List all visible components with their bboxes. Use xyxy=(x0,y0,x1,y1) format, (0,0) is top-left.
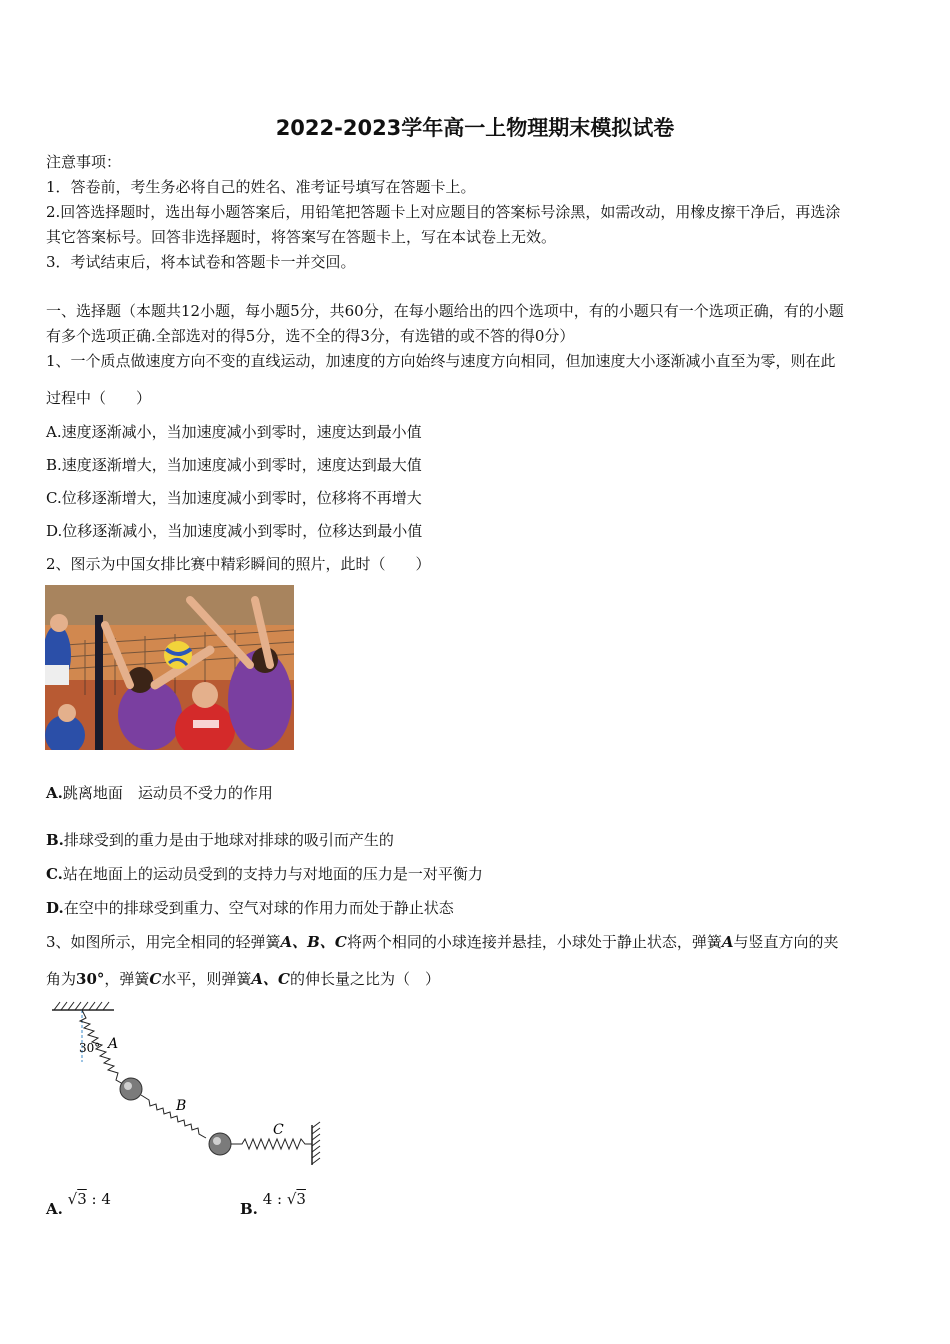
q3-option-a-rest: : 4 xyxy=(91,1190,111,1208)
q2-option-a xyxy=(46,783,908,803)
q3-option-a-radicand: 3 xyxy=(77,1190,87,1208)
page-title: 2022-2023学年高一上物理期末模拟试卷 xyxy=(275,116,675,140)
section-header-line1: 一、选择题（本题共12小题，每小题5分，共60分，在每小题给出的四个选项中，有的小题只有一个选项正确，有的小题 xyxy=(46,302,844,320)
q2-option-c-label: C. xyxy=(46,865,63,883)
q2-option-b-label: B. xyxy=(46,831,64,849)
ball-1 xyxy=(120,1078,142,1100)
q3-stem-line1 xyxy=(46,932,908,952)
q3-spring-c: C xyxy=(149,970,162,988)
q2-option-c xyxy=(46,864,908,884)
spring-c xyxy=(231,1139,312,1149)
q2-option-a-label: A. xyxy=(46,784,63,802)
q3-option-b-math xyxy=(263,1190,306,1208)
section-header-line2: 有多个选项正确.全部选对的得5分，选不全的得3分，有选错的或不答的得0分） xyxy=(46,327,575,345)
q3-option-a xyxy=(46,1190,111,1218)
q3-option-b xyxy=(240,1190,306,1218)
angle-label: 30° xyxy=(79,1041,101,1055)
q2-option-c-text: 站在地面上的运动员受到的支持力与对地面的压力是一对平衡力 xyxy=(62,865,483,883)
spring-b-label: B xyxy=(176,1098,187,1114)
q2-stem: 2、图示为中国女排比赛中精彩瞬间的照片，此时（ ） xyxy=(46,555,431,573)
q3-option-b-radicand: 3 xyxy=(296,1190,306,1208)
q2-option-d xyxy=(46,898,908,918)
q3-spring-names: A、B、C xyxy=(280,933,347,951)
q2-option-d-text: 在空中的排球受到重力、空气对球的作用力而处于静止状态 xyxy=(63,899,454,917)
notice-heading: 注意事项： xyxy=(46,153,122,171)
q3-stem1-part-d: 与竖直方向的夹 xyxy=(733,933,839,951)
q3-option-a-math xyxy=(68,1190,111,1208)
q3-angle: 30° xyxy=(76,970,105,988)
q3-stem2-part-b: ，弹簧 xyxy=(104,970,150,988)
q3-stem-line2 xyxy=(46,969,908,989)
q3-option-b-lead: 4 : xyxy=(262,1190,283,1208)
q3-springs-ac: A、C xyxy=(251,970,290,988)
spring-b xyxy=(141,1095,206,1138)
q1-option-b: B.速度逐渐增大，当加速度减小到零时，速度达到最大值 xyxy=(46,456,422,474)
q3-option-a-label: A. xyxy=(46,1200,63,1218)
q3-stem1-part-b: 将两个相同的小球连接并悬挂，小球处于静止状态，弹簧 xyxy=(346,933,722,951)
q2-option-d-label: D. xyxy=(46,899,64,917)
ball-2 xyxy=(209,1133,231,1155)
q3-stem1-part-a: 3、如图所示，用完全相同的轻弹簧 xyxy=(46,933,281,951)
spring-diagram xyxy=(44,1000,334,1175)
sqrt-icon: √ xyxy=(286,1190,297,1208)
q1-stem-line2: 过程中（ ） xyxy=(46,389,152,407)
notice-item-2: 2.回答选择题时，选出每小题答案后，用铅笔把答题卡上对应题目的答案标号涂黑，如需改动，用橡皮擦干净后，再选涂 xyxy=(46,203,841,221)
q1-option-a: A.速度逐渐减小，当加速度减小到零时，速度达到最小值 xyxy=(46,423,422,441)
notice-item-2-cont: 其它答案标号。回答非选择题时，将答案写在答题卡上，写在本试卷上无效。 xyxy=(46,228,557,246)
q3-stem2-part-d: 水平，则弹簧 xyxy=(161,970,252,988)
q3-option-b-label: B. xyxy=(240,1200,258,1218)
notice-item-3: 3．考试结束后，将本试卷和答题卡一并交回。 xyxy=(46,253,356,271)
q2-option-a-text: 跳离地面 运动员不受力的作用 xyxy=(62,784,273,802)
q2-option-b xyxy=(46,830,908,850)
spring-a-label: A xyxy=(108,1036,119,1052)
q1-option-d: D.位移逐渐减小，当加速度减小到零时，位移达到最小值 xyxy=(46,522,423,540)
volleyball-photo xyxy=(45,585,294,750)
notice-item-1: 1．答卷前，考生务必将自己的姓名、准考证号填写在答题卡上。 xyxy=(46,178,476,196)
q3-spring-a: A xyxy=(721,933,734,951)
spring-c-label: C xyxy=(273,1122,284,1138)
q2-option-b-text: 排球受到的重力是由于地球对排球的吸引而产生的 xyxy=(63,831,394,849)
q1-option-c: C.位移逐渐增大，当加速度减小到零时，位移将不再增大 xyxy=(46,489,422,507)
q3-stem2-part-a: 角为 xyxy=(46,970,77,988)
sqrt-icon: √ xyxy=(67,1190,78,1208)
q1-stem-line1: 1、一个质点做速度方向不变的直线运动，加速度的方向始终与速度方向相同，但加速度大小逐渐减小直至为零，则在此 xyxy=(46,352,836,370)
q3-stem2-part-f: 的伸长量之比为（ ） xyxy=(289,970,440,988)
